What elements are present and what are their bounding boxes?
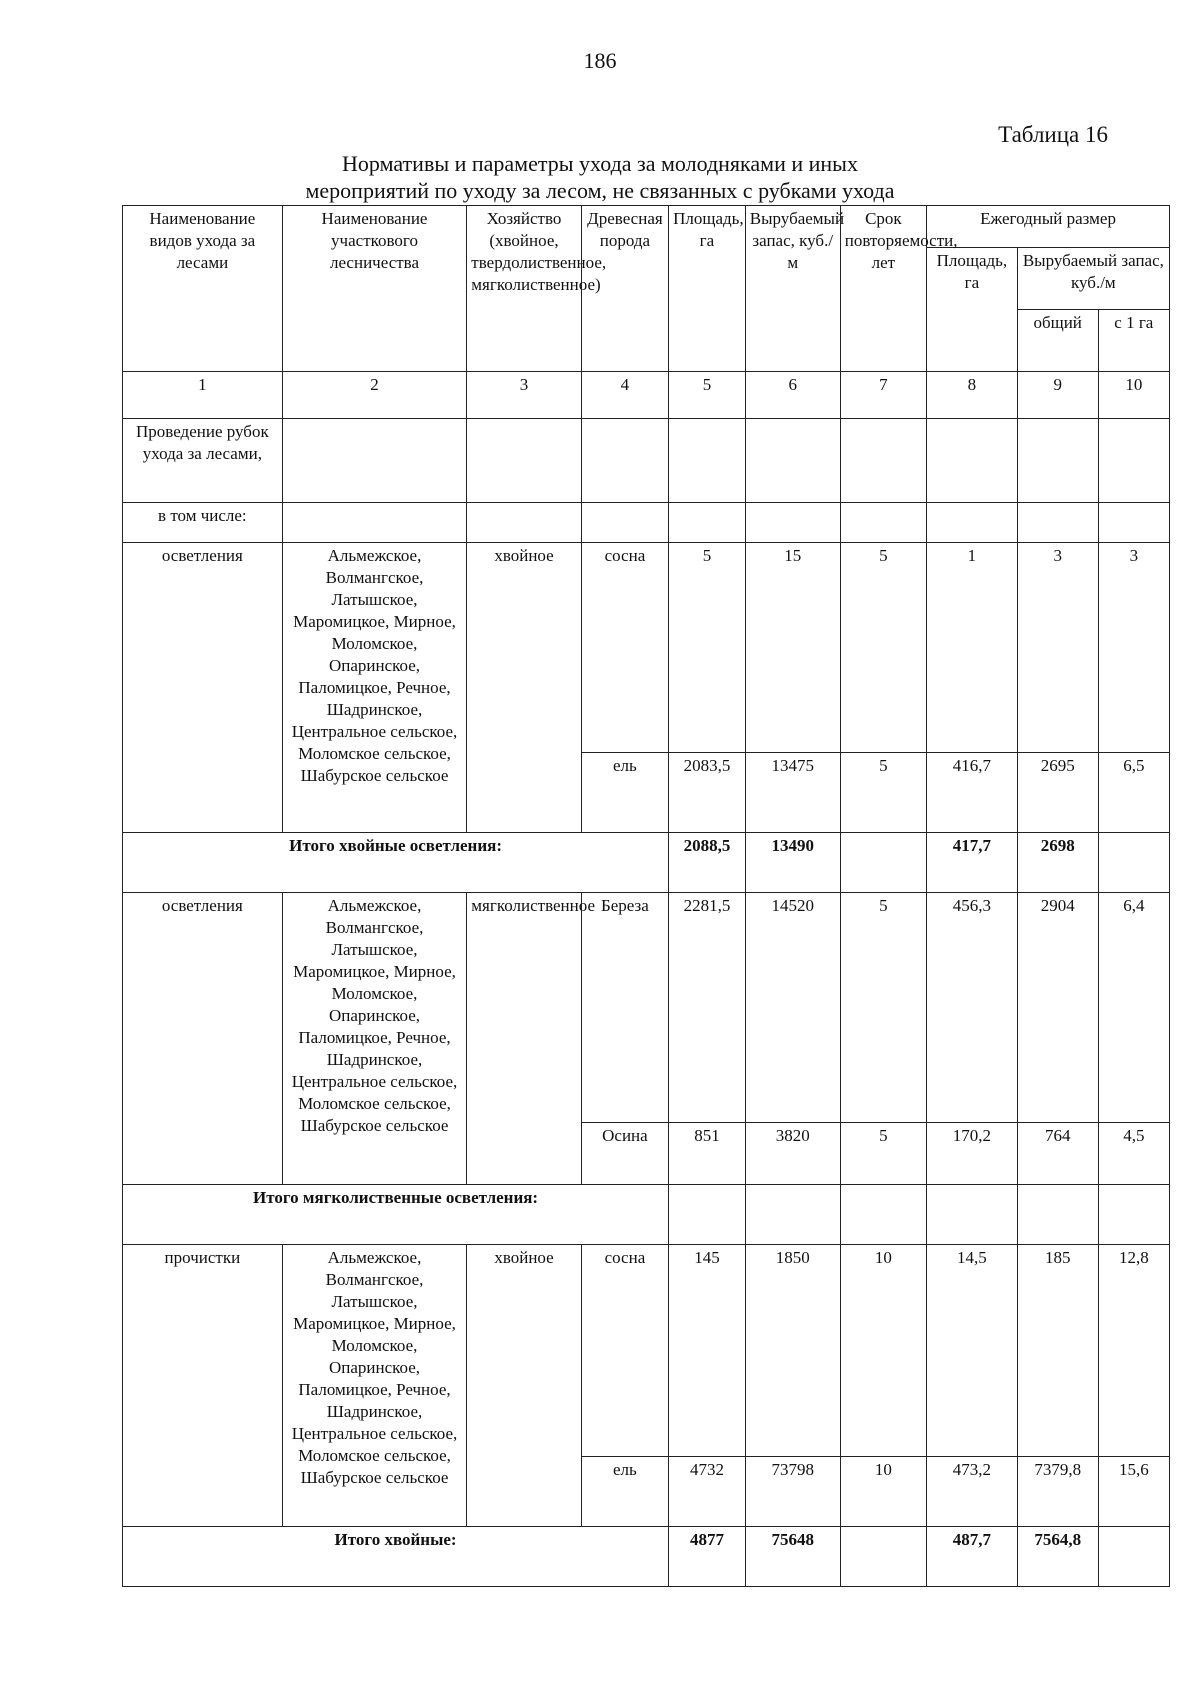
table-cell: 12,8 (1098, 1245, 1169, 1457)
header-cell: Площадь, га (669, 206, 746, 372)
total-label: Итого мягколиственные осветления: (123, 1185, 669, 1245)
table-cell: 15,6 (1098, 1457, 1169, 1527)
column-number: 2 (282, 372, 467, 419)
table-cell: 2904 (1017, 893, 1098, 1123)
table-cell: 851 (669, 1123, 746, 1185)
header-cell: Вырубаемый запас, куб./м (745, 206, 840, 372)
title-line-1: Нормативы и параметры ухода за молодняками и иных (342, 151, 858, 176)
header-cell: Вырубаемый запас, куб./м (1017, 248, 1169, 310)
table-cell: 2083,5 (669, 753, 746, 833)
total-cell: 2698 (1017, 833, 1098, 893)
header-cell: Ежегодный размер (927, 206, 1170, 248)
table-cell: 6,4 (1098, 893, 1169, 1123)
page-number: 186 (583, 48, 617, 73)
total-cell: 4877 (669, 1527, 746, 1587)
table-cell: сосна (581, 543, 668, 753)
table-cell: 170,2 (927, 1123, 1018, 1185)
table-cell: 13475 (745, 753, 840, 833)
table-cell: ель (581, 1457, 668, 1527)
header-cell: Наименование видов ухода за лесами (123, 206, 283, 372)
forest-care-table (122, 205, 1170, 1587)
table-cell: 1 (927, 543, 1018, 753)
table-cell: 456,3 (927, 893, 1018, 1123)
total-cell: 2088,5 (669, 833, 746, 893)
column-number: 7 (840, 372, 926, 419)
table-cell: 2281,5 (669, 893, 746, 1123)
table-cell: 7379,8 (1017, 1457, 1098, 1527)
care-type: осветления (123, 893, 283, 1185)
header-cell: Наименование участкового лесничества (282, 206, 467, 372)
table-cell: 3 (1098, 543, 1169, 753)
header-cell: общий (1017, 310, 1098, 372)
table-cell: 5 (669, 543, 746, 753)
total-cell: 75648 (745, 1527, 840, 1587)
forestry-list: Альмежское, Волмангское, Латышское, Маромицкое, Мирное, Моломское, Опаринское, Паломицкое, Речное, Шадринское, Центральное сельское, Моломское сельское, Шабурское сельское (282, 893, 467, 1185)
table-cell: 2695 (1017, 753, 1098, 833)
household: хвойное (467, 1245, 581, 1527)
column-number: 3 (467, 372, 581, 419)
household: мягколиственное (467, 893, 581, 1185)
table-cell: 1850 (745, 1245, 840, 1457)
table-cell: 14520 (745, 893, 840, 1123)
table-cell: сосна (581, 1245, 668, 1457)
care-type: прочистки (123, 1245, 283, 1527)
table-cell: 185 (1017, 1245, 1098, 1457)
table-cell: 473,2 (927, 1457, 1018, 1527)
column-number: 9 (1017, 372, 1098, 419)
header-cell: с 1 га (1098, 310, 1169, 372)
total-cell: 417,7 (927, 833, 1018, 893)
column-number: 1 (123, 372, 283, 419)
column-number: 10 (1098, 372, 1169, 419)
column-number: 4 (581, 372, 668, 419)
table-cell: Береза (581, 893, 668, 1123)
total-label: Итого хвойные: (123, 1527, 669, 1587)
table-cell: Осина (581, 1123, 668, 1185)
header-cell: Хозяйство (хвойное, твердолиственное, мягколиственное) (467, 206, 581, 372)
column-number: 5 (669, 372, 746, 419)
table-cell: 5 (840, 753, 926, 833)
table-cell: 764 (1017, 1123, 1098, 1185)
total-cell: 13490 (745, 833, 840, 893)
table-label: Таблица 16 (998, 122, 1108, 147)
table-cell: 10 (840, 1457, 926, 1527)
total-cell: 7564,8 (1017, 1527, 1098, 1587)
total-label: Итого хвойные осветления: (123, 833, 669, 893)
table-cell: 14,5 (927, 1245, 1018, 1457)
column-number: 8 (927, 372, 1018, 419)
table-cell: 5 (840, 543, 926, 753)
table-cell: 4732 (669, 1457, 746, 1527)
table-cell: 416,7 (927, 753, 1018, 833)
header-cell: Срок повторяемости, лет (840, 206, 926, 372)
table-cell: 3 (1017, 543, 1098, 753)
table-cell: 10 (840, 1245, 926, 1457)
column-number: 6 (745, 372, 840, 419)
care-type: осветления (123, 543, 283, 833)
title-line-2: мероприятий по уходу за лесом, не связанных с рубками ухода (305, 178, 895, 203)
table-cell: 5 (840, 893, 926, 1123)
table-cell: ель (581, 753, 668, 833)
table-cell: 15 (745, 543, 840, 753)
table-cell: 73798 (745, 1457, 840, 1527)
table-cell: 4,5 (1098, 1123, 1169, 1185)
header-cell: Площадь, га (927, 248, 1018, 372)
table-cell: 145 (669, 1245, 746, 1457)
table-cell: в том числе: (123, 503, 283, 543)
table-cell: 3820 (745, 1123, 840, 1185)
table-cell: 6,5 (1098, 753, 1169, 833)
header-cell: Древесная порода (581, 206, 668, 372)
table-cell: Проведение рубок ухода за лесами, (123, 419, 283, 503)
table-title (230, 150, 970, 204)
household: хвойное (467, 543, 581, 833)
forestry-list: Альмежское, Волмангское, Латышское, Маромицкое, Мирное, Моломское, Опаринское, Паломицкое, Речное, Шадринское, Центральное сельское, Моломское сельское, Шабурское сельское (282, 543, 467, 833)
table-cell: 5 (840, 1123, 926, 1185)
forestry-list: Альмежское, Волмангское, Латышское, Маромицкое, Мирное, Моломское, Опаринское, Паломицкое, Речное, Шадринское, Центральное сельское, Моломское сельское, Шабурское сельское (282, 1245, 467, 1527)
total-cell: 487,7 (927, 1527, 1018, 1587)
